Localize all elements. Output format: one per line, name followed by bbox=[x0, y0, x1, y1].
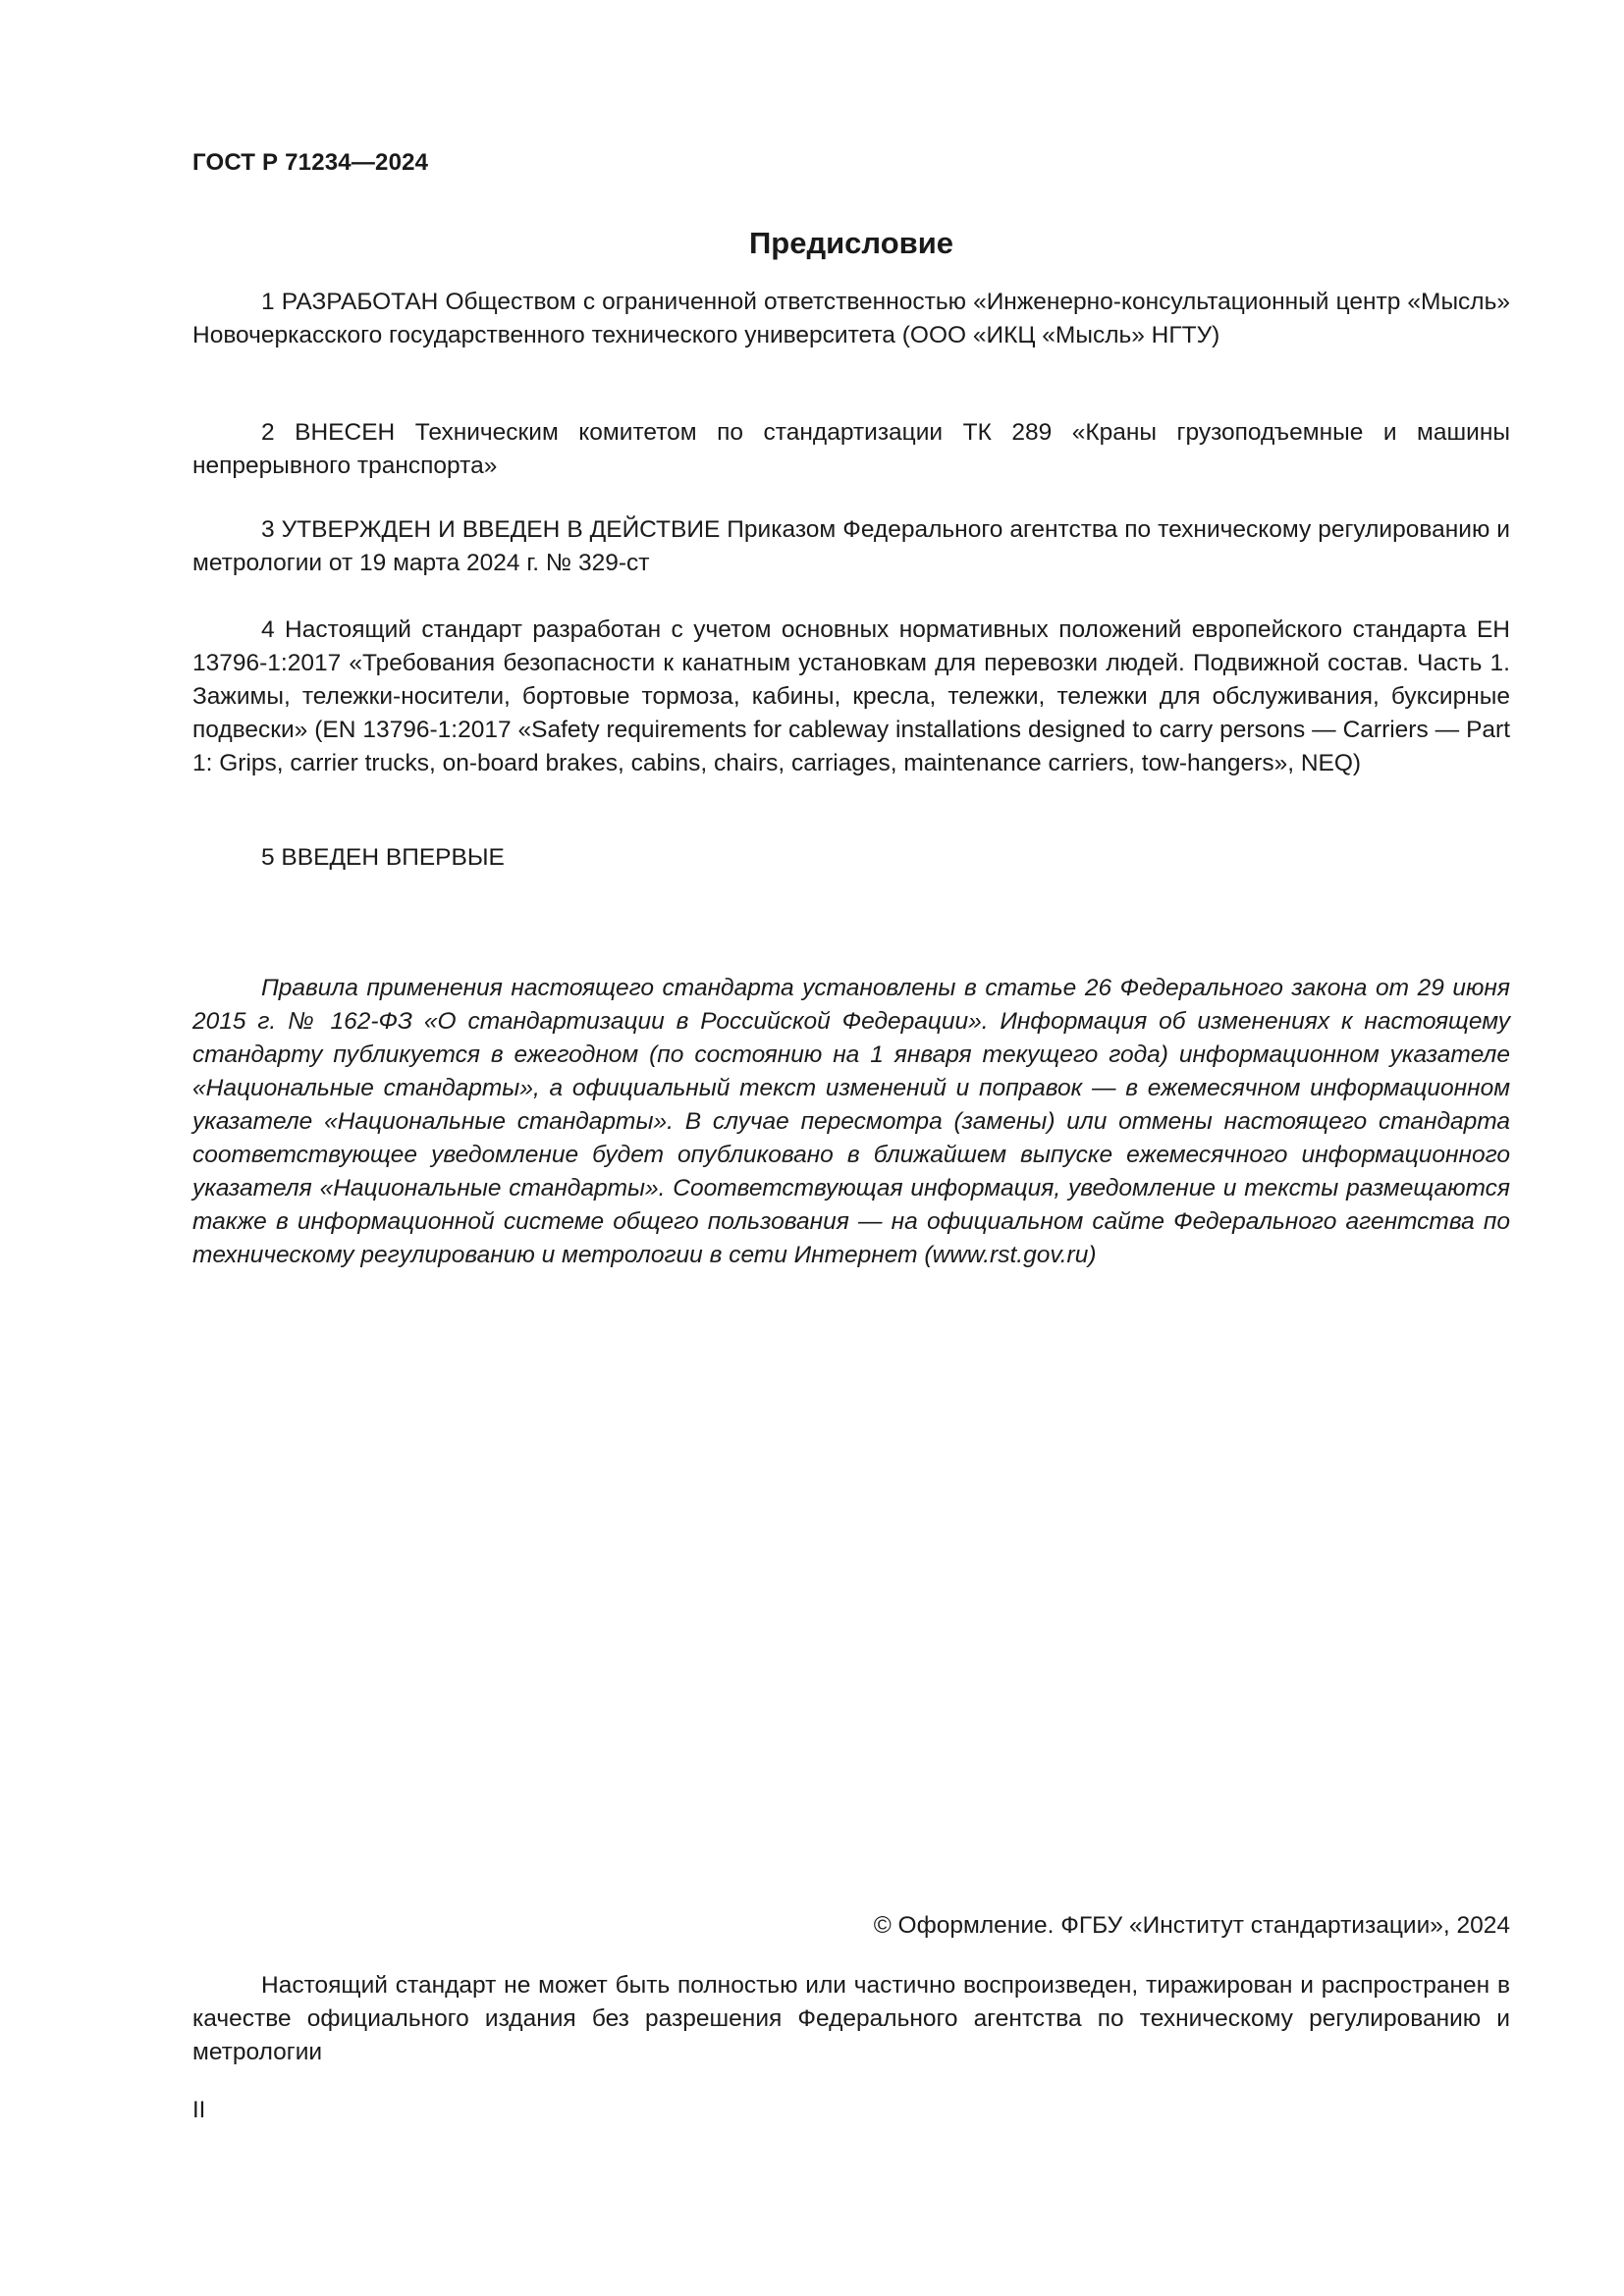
page-number: II bbox=[192, 2097, 206, 2123]
standard-code: ГОСТ Р 71234—2024 bbox=[192, 149, 429, 176]
reproduction-restriction-notice: Настоящий стандарт не может быть полностью или частично воспроизведен, тиражирован и распространен в качестве официального издания без разрешения Федерального агентства по техническому регулированию и метрологии bbox=[192, 1972, 1510, 2065]
section-item-4: 4 Настоящий стандарт разработан с учетом основных нормативных положений европейского стандарта ЕН 13796-1:2017 «Требования безопасности к канатным установкам для перевозки людей. Подвижной состав. Часть 1. Зажимы, тележки-носители, бортовые тормоза, кабины, кресла, тележки, тележки для обслуживания, буксирные подвески» (EN 13796-1:2017 «Safety requirements for cableway installations designed to carry persons — Carriers — Part 1: Grips, carrier trucks, on-board brakes, cabins, chairs, carriages, maintenance carriers, tow-hangers», NEQ) bbox=[192, 616, 1510, 776]
section-item-3: 3 УТВЕРЖДЕН И ВВЕДЕН В ДЕЙСТВИЕ Приказом Федерального агентства по техническому регулированию и метрологии от 19 марта 2024 г. № 329-ст bbox=[192, 516, 1510, 576]
application-rules-note: Правила применения настоящего стандарта установлены в статье 26 Федерального закона от 29 июня 2015 г. № 162-ФЗ «О стандартизации в Российской Федерации». Информация об изменениях к настоящему стандарту публикуется в ежегодном (по состоянию на 1 января текущего года) информационном указателе «Национальные стандарты», а официальный текст изменений и поправок — в ежемесячном информационном указателе «Национальные стандарты». В случае пересмотра (замены) или отмены настоящего стандарта соответствующее уведомление будет опубликовано в ближайшем выпуске ежемесячного информационного указателя «Национальные стандарты». Соответствующая информация, уведомление и тексты размещаются также в информационной системе общего пользования — на официальном сайте Федерального агентства по техническому регулированию и метрологии в сети Интернет (www.rst.gov.ru) bbox=[192, 975, 1510, 1268]
section-item-2: 2 ВНЕСЕН Техническим комитетом по стандартизации ТК 289 «Краны грузоподъемные и машины непрерывного транспорта» bbox=[192, 419, 1510, 479]
page-title: Предисловие bbox=[748, 226, 953, 260]
section-item-1: 1 РАЗРАБОТАН Обществом с ограниченной ответственностью «Инженерно-консультационный центр «Мысль» Новочеркасского государственного технического университета (ООО «ИКЦ «Мысль» НГТУ) bbox=[192, 289, 1510, 348]
section-item-5: 5 ВВЕДЕН ВПЕРВЫЕ bbox=[261, 844, 505, 871]
copyright-notice: © Оформление. ФГБУ «Институт стандартизации», 2024 bbox=[873, 1912, 1510, 1939]
